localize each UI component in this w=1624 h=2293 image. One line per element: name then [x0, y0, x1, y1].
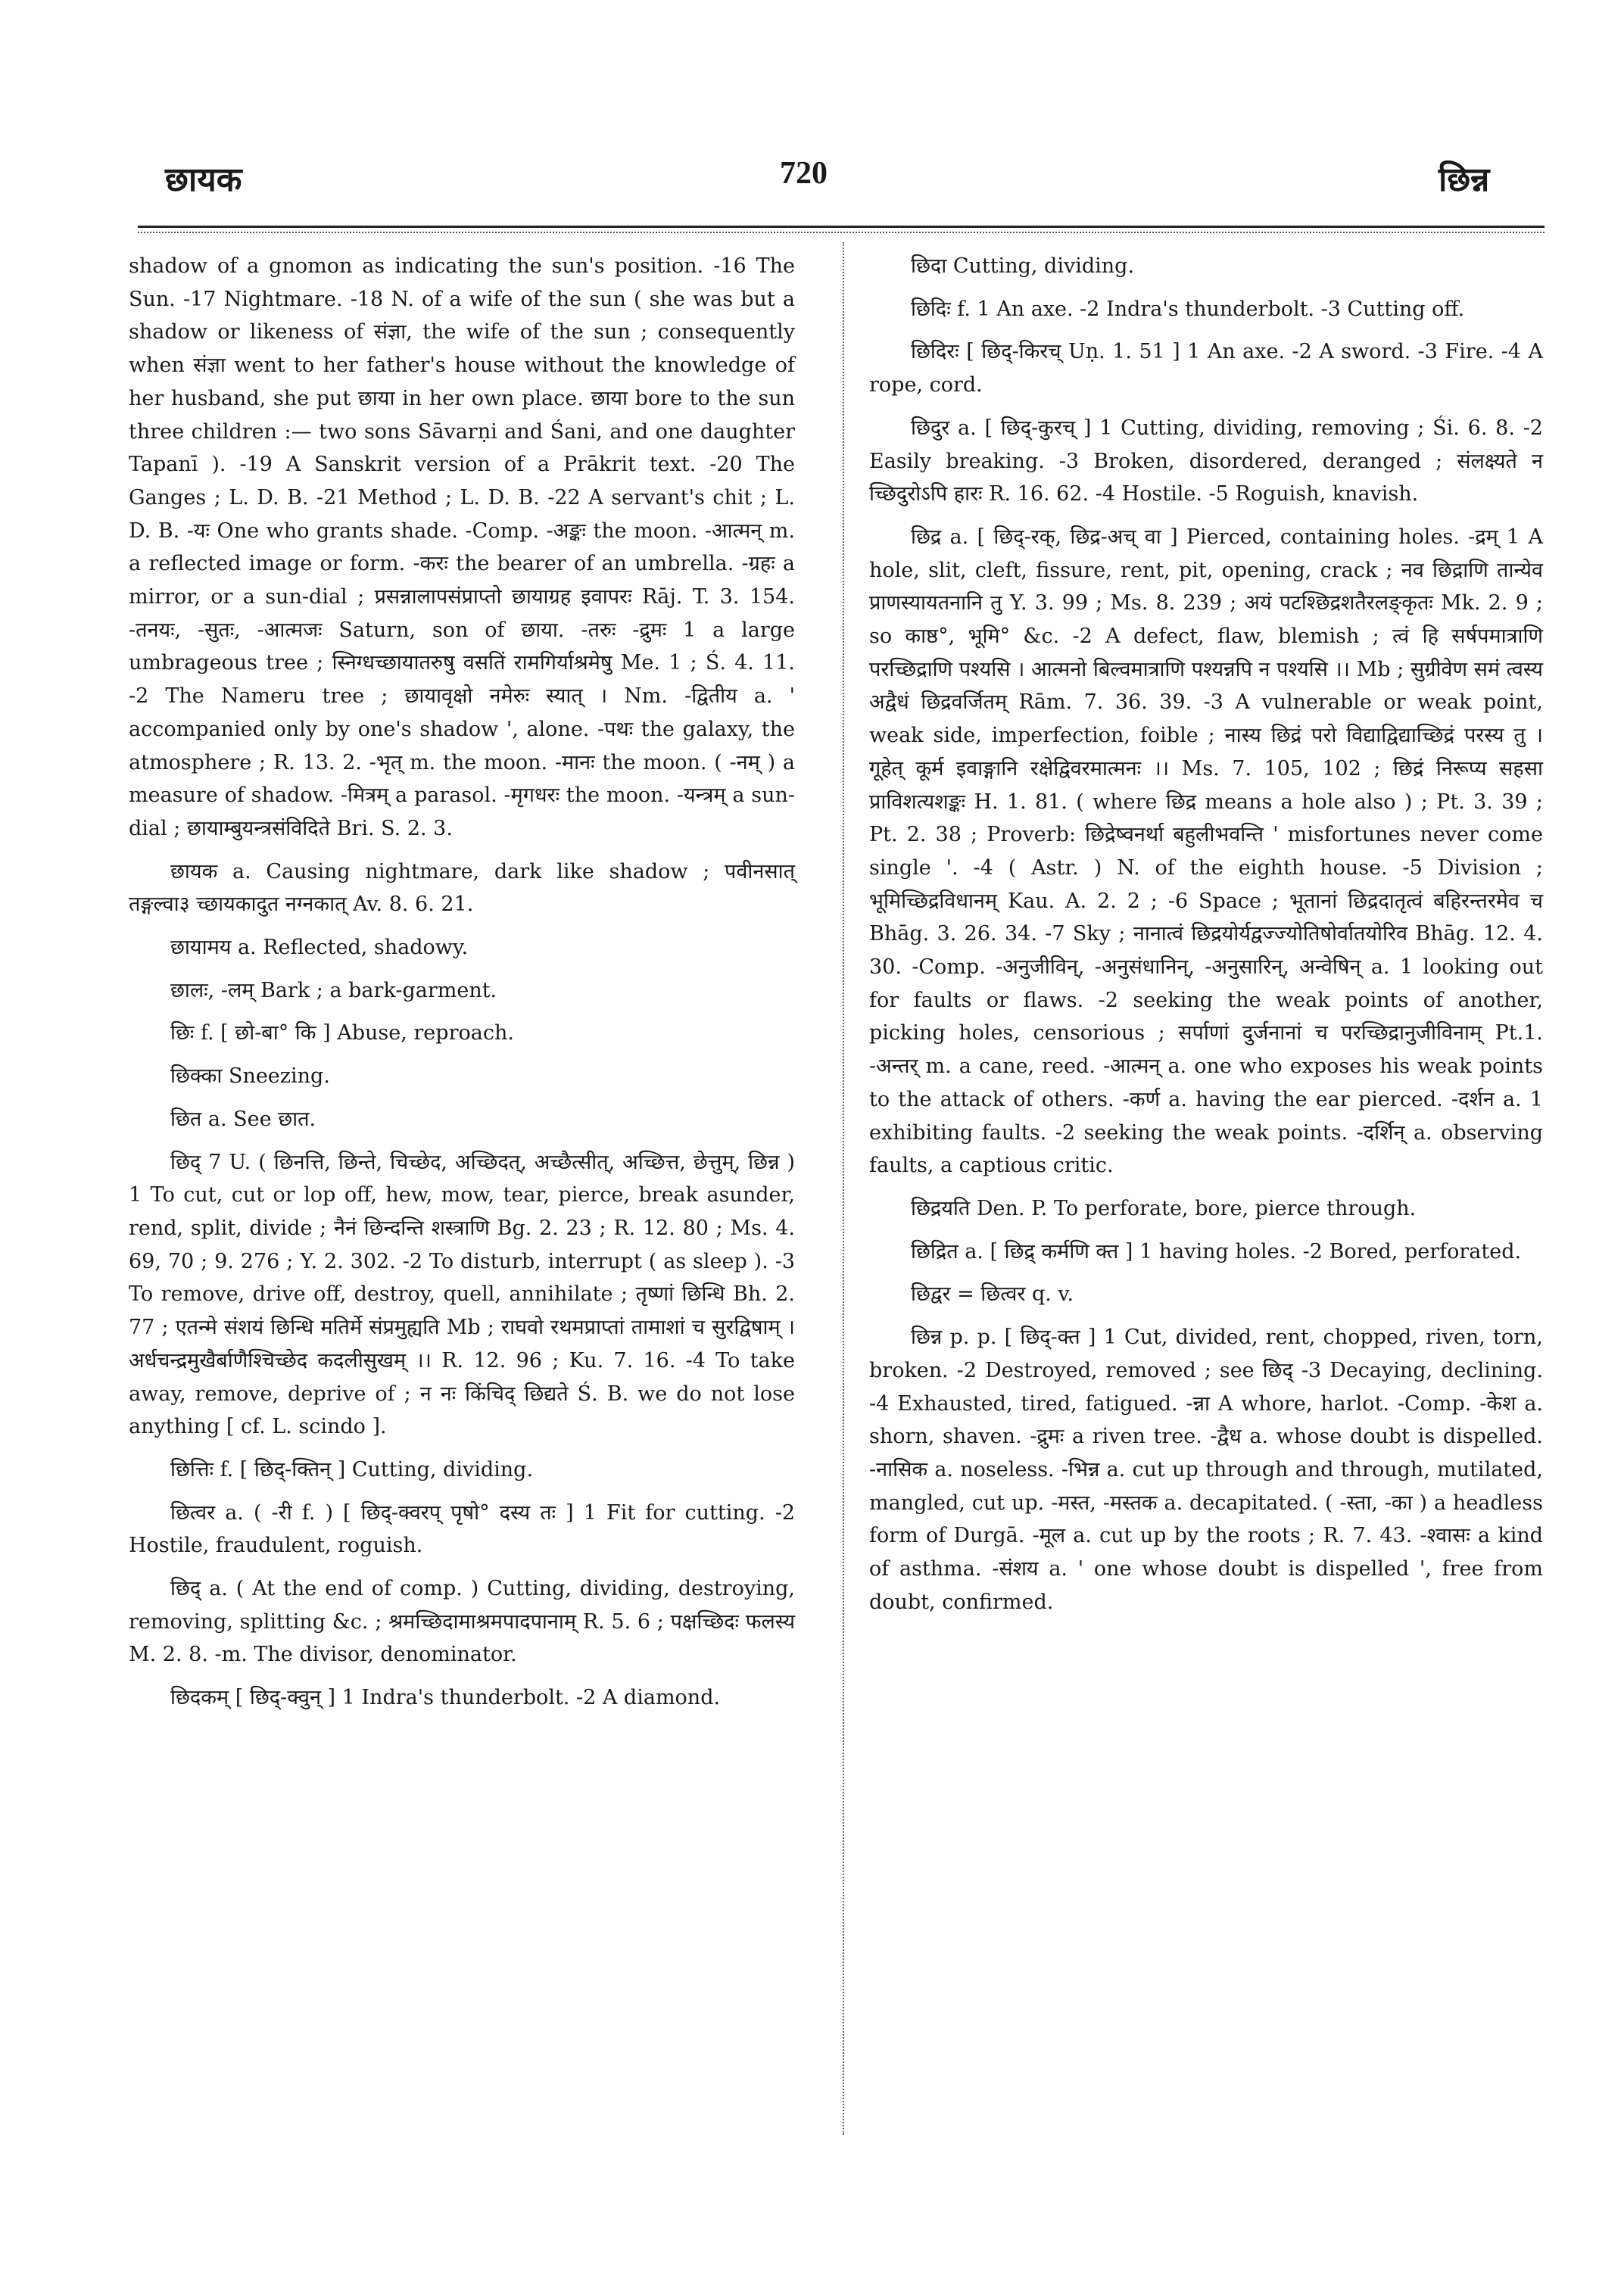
dictionary-entry: छिद् 7 U. ( छिनत्ति, छिन्ते, चिच्छेद, अच्छिदत्, अच्छैत्सीत्, अच्छित्त, छेत्तुम्, छिन्न ) 1 To cut, cut or lop off, hew, mow, tear, pierce, break asunder, rend, split, divide ; नैनं छिन्दन्ति शस्त्राणि Bg. 2. 23 ; R. 12. 80 ; Ms. 4. 69, 70 ; 9. 276 ; Y. 2. 302. -2 To disturb, interrupt ( as sleep ). -3 To remove, drive off, destroy, quell, annihilate ; तृष्णां छिन्धि Bh. 2. 77 ; एतन्मे संशयं छिन्धि मतिर्मे संप्रमुह्यति Mb ; राघवो रथमप्राप्तां तामाशां च सुरद्विषाम् । अर्धचन्द्रमुखैर्बाणैश्चिच्छेद कदलीसुखम् ।। R. 12. 96 ; Ku. 7. 16. -4 To take away, remove, deprive of ; न नः किंचिद् छिद्यते Ś. B. we do not lose anything [ cf. L. scindo ]. [129, 1150, 795, 1439]
dictionary-entry: छिद् a. ( At the end of comp. ) Cutting, dividing, destroying, removing, splitting &c. ; श्रमच्छिदामाश्रमपादपानाम् R. 5. 6 ; पक्षच्छिदः फलस्य M. 2. 8. -m. The divisor, denominator. [129, 1577, 795, 1667]
dictionary-entry: छिद्वर = छित्वर q. v. [911, 1282, 1074, 1307]
right-column [869, 250, 1543, 1628]
page-number: 720 [780, 156, 828, 191]
dictionary-entry: छित्वर a. ( -री f. ) [ छिद्-क्वरप् पृषो° दस्य तः ] 1 Fit for cutting. -2 Hostile, fraudulent, roguish. [129, 1500, 795, 1558]
dictionary-entry: छिदुर a. [ छिद्-कुरच् ] 1 Cutting, dividing, removing ; Śi. 6. 8. -2 Easily breaking. -3 Broken, disordered, deranged ; संलक्ष्यते न च्छिदुरोऽपि हारः R. 16. 62. -4 Hostile. -5 Roguish, knavish. [869, 416, 1543, 506]
dictionary-entry: shadow of a gnomon as indicating the sun's position. -16 The Sun. -17 Nightmare. -18 N. of a wife of the sun ( she was but a shadow or likeness of संज्ञा, the wife of the sun ; consequently when संज्ञा went to her father's house without the knowledge of her husband, she put छाया in her own place. छाया bore to the sun three children :— two sons Sāvarṇi and Śani, and one daughter Tapanī ). -19 A Sanskrit version of a Prākrit text. -20 The Ganges ; L. D. B. -21 Method ; L. D. B. -22 A servant's chit ; L. D. B. -यः One who grants shade. -Comp. -अङ्कः the moon. -आत्मन् m. a reflected image or form. -करः the bearer of an umbrella. -ग्रहः a mirror, or a sun-dial ; प्रसन्नालापसंप्राप्तो छायाग्रह इवापरः Rāj. T. 3. 154. -तनयः, -सुतः, -आत्मजः Saturn, son of छाया. -तरुः -द्रुमः 1 a large umbrageous tree ; स्निग्धच्छायातरुषु वसतिं रामगिर्याश्रमेषु Me. 1 ; Ś. 4. 11. -2 The Nameru tree ; छायावृक्षो नमेरुः स्यात् । Nm. -द्वितीय a. ' accompanied only by one's shadow ', alone. -पथः the galaxy, the atmosphere ; R. 13. 2. -भृत् m. the moon. -मानः the moon. ( -नम् ) a measure of shadow. -मित्रम् a parasol. -मृगधरः the moon. -यन्त्रम् a sun-dial ; छायाम्बुयन्त्रसंविदिते Bri. S. 2. 3. [129, 254, 795, 840]
dictionary-entry: छित्तिः f. [ छिद्-क्तिन् ] Cutting, dividing. [170, 1457, 534, 1481]
dictionary-entry: छायामय a. Reflected, shadowy. [170, 936, 469, 960]
header-rule [138, 226, 1545, 228]
dictionary-entry: छित a. See छात. [170, 1107, 316, 1131]
dictionary-entry: छिद्र a. [ छिद्-रक्, छिद्र-अच् वा ] Pierced, containing holes. -द्रम् 1 A hole, slit, cleft, fissure, rent, pit, opening, crack ; नव छिद्राणि तान्येव प्राणस्यायतनानि तु Y. 3. 99 ; Ms. 8. 239 ; अयं पटश्छिद्रशतैरलङ्कृतः Mk. 2. 9 ; so काष्ठ°, भूमि° &c. -2 A defect, flaw, blemish ; त्वं हि सर्षपमात्राणि परच्छिद्राणि पश्यसि । आत्मनो बिल्वमात्राणि पश्यन्नपि न पश्यसि ।। Mb ; सुग्रीवेण समं त्वस्य अद्वैधं छिद्रवर्जितम् Rām. 7. 36. 39. -3 A vulnerable or weak point, weak side, imperfection, foible ; नास्य छिद्रं परो विद्याद्विद्याच्छिद्रं परस्य तु । गूहेत् कूर्म इवाङ्गानि रक्षेद्विवरमात्मनः ।। Ms. 7. 105, 102 ; छिद्रं निरूप्य सहसा प्राविशत्यशङ्कः H. 1. 81. ( where छिद्र means a hole also ) ; Pt. 3. 39 ; Pt. 2. 38 ; Proverb: छिद्रेष्वनर्था बहुलीभवन्ति ' misfortunes never come single '. -4 ( Astr. ) N. of the eighth house. -5 Division ; भूमिच्छिद्रविधानम् Kau. A. 2. 2 ; -6 Space ; भूतानां छिद्रदातृत्वं बहिरन्तरमेव च Bhāg. 3. 26. 34. -7 Sky ; नानात्वं छिद्रयोर्यद्वज्ज्योतिषोर्वातयोरिव Bhāg. 12. 4. 30. -Comp. -अनुजीविन्, -अनुसंधानिन्, -अनुसारिन्, अन्वेषिन् a. 1 looking out for faults or flaws. -2 seeking the weak points of another, picking holes, censorious ; सर्पाणां दुर्जनानां च परच्छिद्रानुजीविनाम् Pt.1. -अन्तर् m. a cane, reed. -आत्मन् a. one who exposes his weak points to the attack of others. -कर्ण a. having the ear pierced. -दर्शन a. 1 exhibiting faults. -2 seeking the weak points. -दर्शिन् a. observing faults, a captious critic. [869, 525, 1543, 1178]
right-guideword: छिन्न [1439, 160, 1490, 199]
dictionary-entry: छालः, -लम् Bark ; a bark-garment. [170, 978, 497, 1002]
dictionary-entry: छिन्न p. p. [ छिद्-क्त ] 1 Cut, divided, rent, chopped, riven, torn, broken. -2 Destroyed, removed ; see छिद् -3 Decaying, declining. -4 Exhausted, tired, fatigued. -न्ना A whore, harlot. -Comp. -केश a. shorn, shaven. -द्रुमः a riven tree. -द्वैध a. whose doubt is dispelled. -नासिक a. noseless. -भिन्न a. cut up through and through, mutilated, mangled, cut up. -मस्त, -मस्तक a. decapitated. ( -स्ता, -का ) a headless form of Durgā. -मूल a. cut up by the roots ; R. 7. 43. -श्वासः a kind of asthma. -संशय a. ' one whose doubt is dispelled ', free from doubt, confirmed. [869, 1326, 1543, 1614]
dictionary-entry: छिः f. [ छो-बा° कि ] Abuse, reproach. [170, 1021, 514, 1045]
dictionary-entry: छिदिः f. 1 An axe. -2 Indra's thunderbolt. -3 Cutting off. [911, 297, 1465, 321]
left-guideword: छायक [165, 160, 242, 199]
dictionary-entry: छायक a. Causing nightmare, dark like shadow ; पवीनसात् तङ्गल्वा३ च्छायकादुत नग्नकात् Av. 8. 6. 21. [129, 859, 795, 917]
dictionary-entry: छिद्रित a. [ छिद्र् कर्मणि क्त ] 1 having holes. -2 Bored, perforated. [911, 1239, 1522, 1263]
dictionary-entry: छिदा Cutting, dividing. [911, 254, 1135, 278]
dictionary-entry: छिक्का Sneezing. [170, 1064, 330, 1089]
dictionary-entry: छिदिरः [ छिद्-किरच् Uṇ. 1. 51 ] 1 An axe. -2 A sword. -3 Fire. -4 A rope, cord. [869, 340, 1543, 397]
column-divider [843, 242, 844, 2135]
dictionary-entry: छिदकम् [ छिद्-क्वुन् ] 1 Indra's thunderbolt. -2 A diamond. [170, 1686, 721, 1710]
left-column [129, 250, 795, 1724]
dictionary-entry: छिद्रयति Den. P. To perforate, bore, pierce through. [911, 1196, 1417, 1220]
header-dotted-rule [138, 232, 1545, 233]
